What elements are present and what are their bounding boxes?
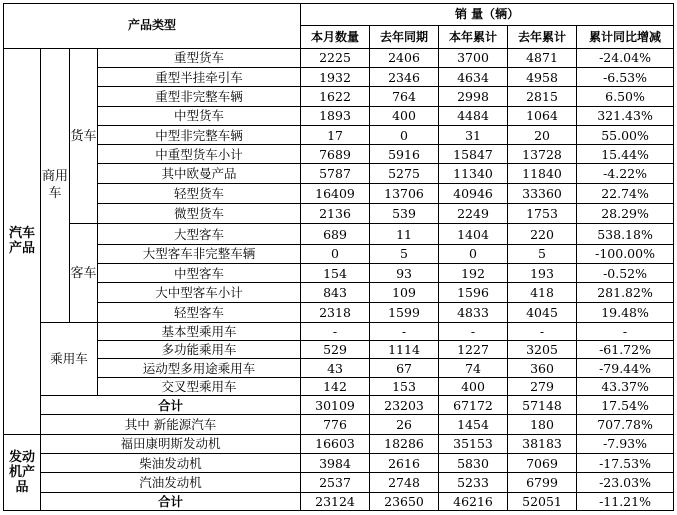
cell-last-ytd: 418 xyxy=(508,283,577,302)
cell-last-ytd: 13728 xyxy=(508,145,577,164)
header-sales-group: 销 量（辆） xyxy=(301,4,674,26)
group-buses: 客车 xyxy=(70,224,98,323)
cell-last-ytd: 38183 xyxy=(508,434,577,453)
cell-ytd: 1596 xyxy=(439,283,508,302)
cell-month: 16409 xyxy=(301,183,370,203)
cell-month: 2136 xyxy=(301,204,370,224)
cell-month: 1622 xyxy=(301,87,370,106)
header-product-type: 产品类型 xyxy=(4,4,301,49)
row-label: 大中型客车小计 xyxy=(98,283,301,302)
cell-yoy: 538.18% xyxy=(577,224,674,244)
cell-yoy: -61.72% xyxy=(577,341,674,359)
table-row-engine-total xyxy=(4,492,674,510)
cell-yoy: -11.21% xyxy=(577,492,674,510)
cell-ytd: 31 xyxy=(439,125,508,144)
cell-last-year: 400 xyxy=(370,106,439,125)
row-label: 运动型多用途乘用车 xyxy=(98,359,301,377)
cell-month: 2225 xyxy=(301,48,370,67)
row-label: 轻型货车 xyxy=(98,183,301,203)
cell-last-year: 26 xyxy=(370,415,439,434)
cell-ytd: 2249 xyxy=(439,204,508,224)
cell-yoy: 6.50% xyxy=(577,87,674,106)
table-row-medium-incomplete xyxy=(4,125,674,144)
cell-month: 43 xyxy=(301,359,370,377)
table-row-suv xyxy=(4,359,674,377)
row-label: 多功能乘用车 xyxy=(98,341,301,359)
cell-yoy: -17.53% xyxy=(577,453,674,472)
row-label-total: 合计 xyxy=(41,396,301,415)
cell-last-ytd: 3205 xyxy=(508,341,577,359)
cell-last-year: 2406 xyxy=(370,48,439,67)
col-header-last-year-same-period: 去年同期 xyxy=(370,26,439,48)
cell-last-year: 5 xyxy=(370,244,439,263)
cell-ytd: 74 xyxy=(439,359,508,377)
row-label: 轻型客车 xyxy=(98,302,301,322)
cell-last-ytd: 5 xyxy=(508,244,577,263)
cell-ytd: 46216 xyxy=(439,492,508,510)
col-header-yoy-change: 累计同比增减 xyxy=(577,26,674,48)
group-trucks: 货车 xyxy=(70,48,98,224)
row-label: 重型半挂牵引车 xyxy=(98,67,301,86)
cell-last-ytd: 6799 xyxy=(508,473,577,492)
table-row-vehicle-total xyxy=(4,396,674,415)
cell-yoy: -79.44% xyxy=(577,359,674,377)
cell-last-ytd: 4045 xyxy=(508,302,577,322)
row-label: 重型非完整车辆 xyxy=(98,87,301,106)
row-label: 福田康明斯发动机 xyxy=(41,434,301,453)
cell-yoy: -24.04% xyxy=(577,48,674,67)
cell-month: - xyxy=(301,322,370,340)
cell-yoy: 28.29% xyxy=(577,204,674,224)
cell-last-year: 0 xyxy=(370,125,439,144)
cell-last-year: 93 xyxy=(370,264,439,283)
cell-month: 689 xyxy=(301,224,370,244)
cell-month: 529 xyxy=(301,341,370,359)
cell-month: 154 xyxy=(301,264,370,283)
cell-month: 1932 xyxy=(301,67,370,86)
cell-ytd: 4634 xyxy=(439,67,508,86)
cell-last-year: 153 xyxy=(370,377,439,395)
cell-ytd: 4833 xyxy=(439,302,508,322)
col-header-last-ytd: 去年累计 xyxy=(508,26,577,48)
cell-yoy: 19.48% xyxy=(577,302,674,322)
cell-month: 16603 xyxy=(301,434,370,453)
table-row-medium-truck xyxy=(4,106,674,125)
cell-month: 142 xyxy=(301,377,370,395)
cell-ytd: 5233 xyxy=(439,473,508,492)
cell-yoy: 17.54% xyxy=(577,396,674,415)
cell-last-ytd: 360 xyxy=(508,359,577,377)
row-label: 中型客车 xyxy=(98,264,301,283)
cell-yoy: 321.43% xyxy=(577,106,674,125)
cell-last-year: 5275 xyxy=(370,164,439,183)
cell-month: 17 xyxy=(301,125,370,144)
cell-last-ytd: 1064 xyxy=(508,106,577,125)
table-row-foton-cummins xyxy=(4,434,674,453)
cell-last-year: 11 xyxy=(370,224,439,244)
cell-last-ytd: 57148 xyxy=(508,396,577,415)
row-label: 汽油发动机 xyxy=(41,473,301,492)
table-row-large-bus-incomplete xyxy=(4,244,674,263)
cell-month: 0 xyxy=(301,244,370,263)
cell-month: 23124 xyxy=(301,492,370,510)
table-row-gasoline xyxy=(4,473,674,492)
cell-last-year: 1599 xyxy=(370,302,439,322)
row-label: 中型货车 xyxy=(98,106,301,125)
cell-ytd: 1454 xyxy=(439,415,508,434)
cell-yoy: 707.78% xyxy=(577,415,674,434)
table-row-diesel xyxy=(4,453,674,472)
cell-yoy: 15.44% xyxy=(577,145,674,164)
group-engine-products: 发动机产品 xyxy=(4,434,41,510)
row-label: 基本型乘用车 xyxy=(98,322,301,340)
cell-yoy: - xyxy=(577,322,674,340)
sales-table xyxy=(3,3,674,511)
cell-month: 776 xyxy=(301,415,370,434)
row-label: 中重型货车小计 xyxy=(98,145,301,164)
table-row-mini-truck xyxy=(4,204,674,224)
cell-last-ytd: 52051 xyxy=(508,492,577,510)
row-label: 其中欧曼产品 xyxy=(98,164,301,183)
header-row-1 xyxy=(4,4,674,26)
cell-ytd: 1227 xyxy=(439,341,508,359)
cell-month: 30109 xyxy=(301,396,370,415)
cell-ytd: 11340 xyxy=(439,164,508,183)
cell-last-ytd: - xyxy=(508,322,577,340)
cell-yoy: -100.00% xyxy=(577,244,674,263)
cell-last-year: 2748 xyxy=(370,473,439,492)
cell-last-ytd: 4958 xyxy=(508,67,577,86)
cell-last-year: 2616 xyxy=(370,453,439,472)
cell-last-year: - xyxy=(370,322,439,340)
table-row-heavy-tractor xyxy=(4,67,674,86)
cell-ytd: - xyxy=(439,322,508,340)
cell-month: 843 xyxy=(301,283,370,302)
group-commercial-vehicles: 商用车 xyxy=(41,48,70,322)
cell-ytd: 1404 xyxy=(439,224,508,244)
cell-ytd: 0 xyxy=(439,244,508,263)
table-row-lm-bus-subtotal xyxy=(4,283,674,302)
table-row-new-energy xyxy=(4,415,674,434)
cell-last-year: 18286 xyxy=(370,434,439,453)
group-passenger-cars: 乘用车 xyxy=(41,322,98,395)
cell-yoy: 281.82% xyxy=(577,283,674,302)
table-row-mpv xyxy=(4,341,674,359)
row-label: 中型非完整车辆 xyxy=(98,125,301,144)
cell-month: 2318 xyxy=(301,302,370,322)
cell-ytd: 4484 xyxy=(439,106,508,125)
cell-yoy: -4.22% xyxy=(577,164,674,183)
cell-ytd: 3700 xyxy=(439,48,508,67)
table-row-auman xyxy=(4,164,674,183)
cell-last-ytd: 33360 xyxy=(508,183,577,203)
cell-yoy: -23.03% xyxy=(577,473,674,492)
row-label-total: 合计 xyxy=(41,492,301,510)
col-header-month: 本月数量 xyxy=(301,26,370,48)
cell-ytd: 2998 xyxy=(439,87,508,106)
cell-last-ytd: 279 xyxy=(508,377,577,395)
cell-last-year: 2346 xyxy=(370,67,439,86)
cell-last-year: 539 xyxy=(370,204,439,224)
cell-month: 3984 xyxy=(301,453,370,472)
table-row-light-bus xyxy=(4,302,674,322)
cell-ytd: 5830 xyxy=(439,453,508,472)
cell-yoy: 55.00% xyxy=(577,125,674,144)
cell-last-year: 23203 xyxy=(370,396,439,415)
cell-ytd: 400 xyxy=(439,377,508,395)
cell-last-year: 1114 xyxy=(370,341,439,359)
cell-last-ytd: 2815 xyxy=(508,87,577,106)
table-body xyxy=(4,4,674,511)
row-label: 交叉型乘用车 xyxy=(98,377,301,395)
cell-month: 5787 xyxy=(301,164,370,183)
cell-month: 7689 xyxy=(301,145,370,164)
cell-last-ytd: 4871 xyxy=(508,48,577,67)
cell-ytd: 67172 xyxy=(439,396,508,415)
cell-ytd: 15847 xyxy=(439,145,508,164)
row-label-new-energy: 其中 新能源汽车 xyxy=(41,415,301,434)
table-row-basic-passenger xyxy=(4,322,674,340)
table-row-heavy-incomplete xyxy=(4,87,674,106)
row-label: 重型货车 xyxy=(98,48,301,67)
cell-last-ytd: 7069 xyxy=(508,453,577,472)
row-label: 大型客车非完整车辆 xyxy=(98,244,301,263)
cell-ytd: 35153 xyxy=(439,434,508,453)
cell-last-ytd: 11840 xyxy=(508,164,577,183)
row-label: 柴油发动机 xyxy=(41,453,301,472)
cell-ytd: 192 xyxy=(439,264,508,283)
cell-last-year: 13706 xyxy=(370,183,439,203)
col-header-ytd: 本年累计 xyxy=(439,26,508,48)
cell-last-ytd: 180 xyxy=(508,415,577,434)
cell-ytd: 40946 xyxy=(439,183,508,203)
cell-yoy: -7.93% xyxy=(577,434,674,453)
table-row-heavy-truck xyxy=(4,48,674,67)
cell-last-ytd: 193 xyxy=(508,264,577,283)
cell-month: 1893 xyxy=(301,106,370,125)
table-row-light-truck xyxy=(4,183,674,203)
group-vehicle-products: 汽车产品 xyxy=(4,48,41,434)
cell-last-year: 67 xyxy=(370,359,439,377)
table-row-crossover xyxy=(4,377,674,395)
row-label: 大型客车 xyxy=(98,224,301,244)
cell-last-year: 109 xyxy=(370,283,439,302)
cell-yoy: -6.53% xyxy=(577,67,674,86)
cell-last-year: 5916 xyxy=(370,145,439,164)
cell-last-ytd: 220 xyxy=(508,224,577,244)
cell-yoy: 22.74% xyxy=(577,183,674,203)
cell-month: 2537 xyxy=(301,473,370,492)
table-row-medium-bus xyxy=(4,264,674,283)
cell-last-ytd: 20 xyxy=(508,125,577,144)
cell-last-year: 764 xyxy=(370,87,439,106)
row-label: 微型货车 xyxy=(98,204,301,224)
table-row-large-bus xyxy=(4,224,674,244)
cell-last-year: 23650 xyxy=(370,492,439,510)
cell-last-ytd: 1753 xyxy=(508,204,577,224)
cell-yoy: 43.37% xyxy=(577,377,674,395)
table-row-mh-truck-subtotal xyxy=(4,145,674,164)
cell-yoy: -0.52% xyxy=(577,264,674,283)
